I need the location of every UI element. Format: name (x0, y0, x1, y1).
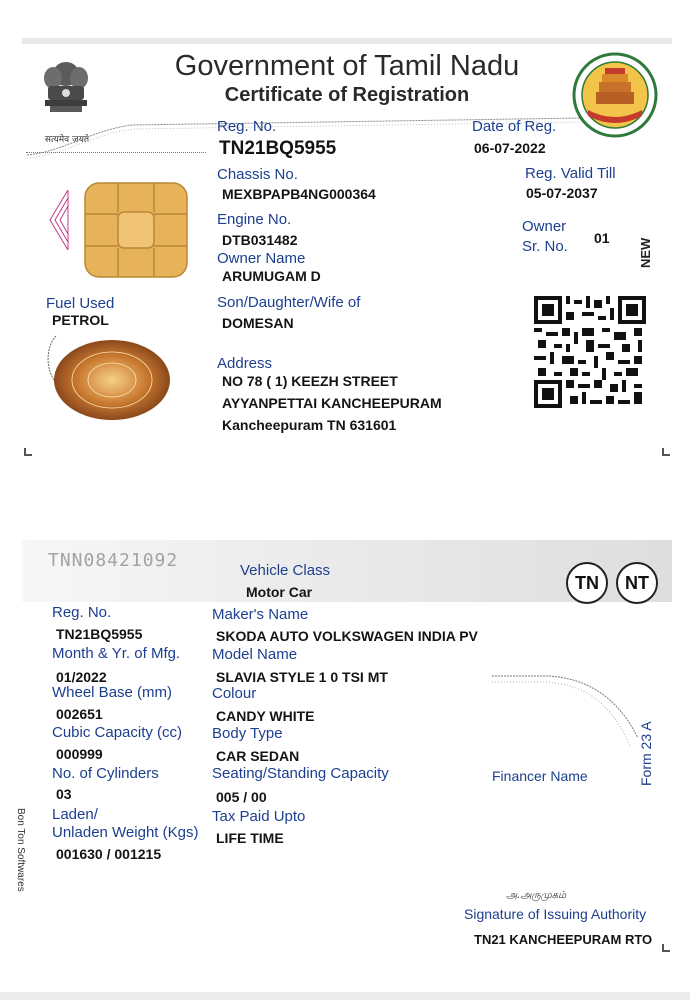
address-line-2: AYYANPETTAI KANCHEEPURAM (222, 395, 442, 411)
reg-valid-till-label: Reg. Valid Till (525, 165, 616, 182)
date-of-reg-value: 06-07-2022 (474, 140, 546, 156)
front-corner-mark-left (24, 448, 32, 456)
front-corner-mark-right (662, 448, 670, 456)
relation-label: Son/Daughter/Wife of (217, 294, 361, 311)
guilloche-wave-decoration (488, 668, 648, 758)
owner-name-value: ARUMUGAM D (222, 268, 321, 284)
model-name-value: SLAVIA STYLE 1 0 TSI MT (216, 669, 388, 685)
makers-name-value: SKODA AUTO VOLKSWAGEN INDIA PV (216, 628, 478, 644)
makers-name-label: Maker's Name (212, 606, 309, 623)
front-header-dotted-line (26, 152, 206, 153)
month-yr-mfg-value: 01/2022 (56, 669, 107, 685)
nt-badge-text: NT (625, 572, 649, 593)
date-of-reg-label: Date of Reg. (472, 118, 557, 135)
laden-weight-label-line1: Laden/ (52, 806, 98, 823)
engine-no-label: Engine No. (217, 211, 292, 228)
new-badge: NEW (638, 237, 653, 268)
front-reg-no-value: TN21BQ5955 (219, 138, 337, 159)
fuel-used-value: PETROL (52, 312, 109, 328)
emblem-motto: सत्यमेव जयते (44, 135, 90, 145)
owner-sr-value: 01 (594, 230, 610, 246)
front-reg-no-label: Reg. No. (217, 118, 277, 135)
month-yr-mfg-label: Month & Yr. of Mfg. (52, 645, 181, 662)
back-reg-no-label: Reg. No. (52, 604, 112, 621)
tax-paid-label: Tax Paid Upto (212, 808, 306, 825)
model-name-label: Model Name (212, 646, 298, 663)
form-label: Form 23 A (638, 721, 654, 786)
bottom-strip (0, 992, 690, 1000)
qr-code-icon (534, 296, 646, 408)
laden-weight-value: 001630 / 001215 (56, 846, 162, 862)
signature-scribble: அ.அருமுகம் (506, 890, 567, 901)
front-top-border (22, 38, 672, 44)
reg-valid-till-value: 05-07-2037 (526, 185, 598, 201)
laden-weight-label-line2: Unladen Weight (Kgs) (52, 824, 199, 841)
colour-label: Colour (212, 685, 257, 702)
hologram-icon (44, 334, 174, 424)
rc-front-card (22, 38, 672, 458)
back-reg-no-value: TN21BQ5955 (56, 626, 143, 642)
rto-name: TN21 KANCHEEPURAM RTO (474, 932, 653, 947)
tn-badge-text: TN (575, 572, 599, 593)
owner-sr-label-line2: Sr. No. (522, 238, 568, 255)
vehicle-class-label: Vehicle Class (240, 562, 331, 579)
address-line-3: Kancheepuram TN 631601 (222, 417, 397, 433)
rc-back-card (15, 540, 672, 960)
chassis-no-label: Chassis No. (217, 166, 298, 183)
body-type-value: CAR SEDAN (216, 748, 300, 764)
vehicle-class-value: Motor Car (246, 584, 313, 600)
wheel-base-value: 002651 (56, 706, 103, 722)
fuel-used-label: Fuel Used (46, 295, 115, 312)
address-line-1: NO 78 ( 1) KEEZH STREET (222, 373, 398, 389)
cubic-capacity-value: 000999 (56, 746, 103, 762)
security-pattern-icon (48, 190, 70, 250)
seating-capacity-label: Seating/Standing Capacity (212, 765, 389, 782)
back-serial-number: TNN08421092 (48, 550, 179, 571)
cylinders-label: No. of Cylinders (52, 765, 159, 782)
engine-no-value: DTB031482 (222, 232, 298, 248)
relation-value: DOMESAN (222, 315, 294, 331)
tn-badge (566, 562, 608, 604)
bon-ton-side-text: Bon Ton Softwares (15, 808, 26, 892)
body-type-label: Body Type (212, 725, 283, 742)
colour-value: CANDY WHITE (216, 708, 315, 724)
sim-chip-icon (84, 182, 188, 278)
cubic-capacity-label: Cubic Capacity (cc) (52, 724, 183, 741)
nt-badge (616, 562, 658, 604)
tn-seal-icon (572, 52, 658, 138)
owner-sr-label-line1: Owner (522, 218, 567, 235)
page-subtitle: Certificate of Registration (224, 84, 470, 106)
signature-label: Signature of Issuing Authority (464, 906, 647, 922)
back-corner-mark-right (662, 944, 670, 952)
chassis-no-value: MEXBPAPB4NG000364 (222, 186, 376, 202)
page-title: Government of Tamil Nadu (174, 50, 520, 82)
wheel-base-label: Wheel Base (mm) (52, 684, 173, 701)
financer-name-label: Financer Name (492, 768, 588, 784)
owner-name-label: Owner Name (217, 250, 306, 267)
cylinders-value: 03 (56, 786, 72, 802)
address-label: Address (217, 355, 273, 372)
tax-paid-value: LIFE TIME (216, 830, 284, 846)
seating-capacity-value: 005 / 00 (216, 789, 267, 805)
